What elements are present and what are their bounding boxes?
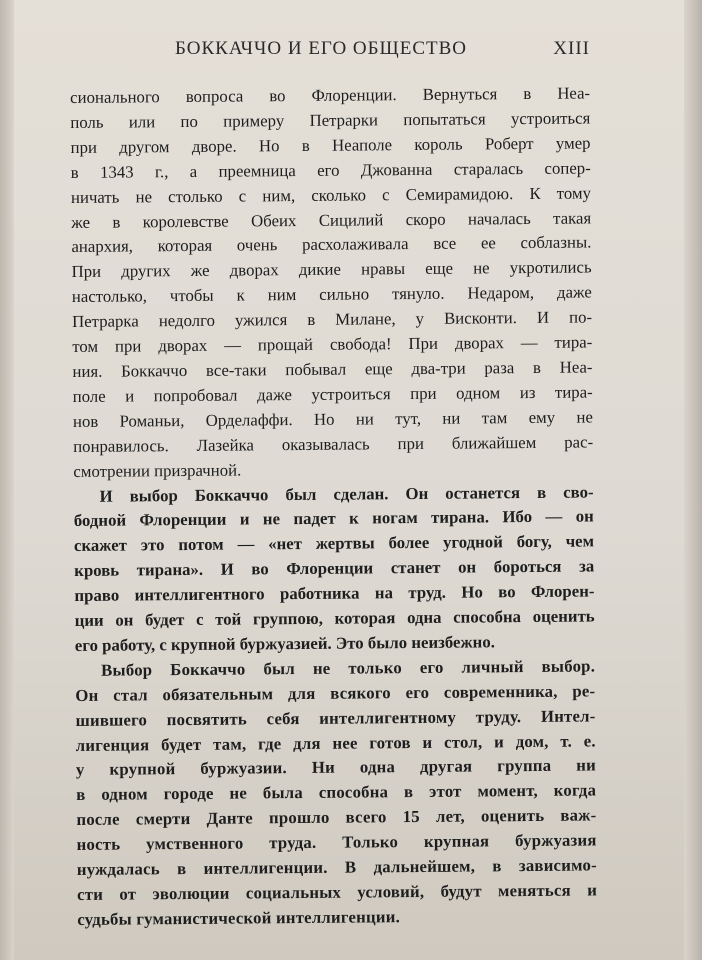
page-gutter-shadow bbox=[0, 0, 14, 960]
page-number: XIII bbox=[553, 38, 590, 59]
text-line: сионального вопроса во Флоренции. Вернуться в Неа- bbox=[70, 83, 591, 107]
running-title: БОККАЧЧО И ЕГО ОБЩЕСТВО bbox=[175, 38, 467, 59]
text-line: понравилось. Лазейка оказывалась при ближайшем рас- bbox=[73, 432, 594, 456]
text-line: после смерти Данте прошло всего 15 лет, оценить важ- bbox=[76, 805, 597, 830]
text-line: том при дворах — прощай свобода! При дворах — тира- bbox=[72, 332, 593, 357]
body-text bbox=[70, 81, 597, 932]
text-line: поле и попробовал даже устроиться при одном из тира- bbox=[72, 382, 593, 406]
text-line: поль или по примеру Петрарки попытаться устроиться bbox=[70, 108, 591, 132]
text-line: ции он будет с той группою, которая одна способна оценить bbox=[74, 606, 595, 631]
paragraph bbox=[73, 480, 595, 659]
text-line: шившего посвятить себя интеллигентному труду. Интел- bbox=[75, 706, 596, 730]
paragraph bbox=[70, 81, 593, 484]
page-edge-shadow bbox=[684, 0, 702, 960]
text-line: судьбы гуманистической интеллигенции. bbox=[77, 907, 401, 929]
text-line: при другом дворе. Но в Неаполе король Роберт умер bbox=[70, 133, 591, 157]
text-line: ничать не столько с ним, сколько с Семирамидою. К тому bbox=[70, 183, 592, 207]
text-line: право интеллигентного работника на труд. Но во Флорен- bbox=[74, 581, 595, 606]
text-line: смотрении призрачной. bbox=[73, 460, 242, 481]
text-line: кровь тирана». И во Флоренции станет он бороться за bbox=[74, 556, 595, 581]
text-line: же в королевстве Обеих Сицилий скоро началась такая bbox=[71, 207, 592, 232]
text-line: в 1343 г., а преемница его Джованна старалась сопер- bbox=[70, 158, 591, 182]
text-line: ния. Боккаччо все-таки побывал еще два-три раза в Неа- bbox=[72, 357, 593, 381]
text-line: лигенция будет там, где для нее готов и стол, и дом, т. е. bbox=[75, 730, 596, 755]
text-line: И выбор Боккаччо был сделан. Он останется в сво- bbox=[99, 481, 594, 506]
text-line: у крупной буржуазии. Ни одна другая группа ни bbox=[75, 755, 597, 780]
text-line: бодной Флоренции и не падет к ногам тирана. Ибо — он bbox=[73, 506, 594, 531]
text-line: анархия, которая очень расхолаживала все ее соблазны. bbox=[71, 232, 592, 257]
text-line: настолько, чтобы к ним сильно тянуло. Недаром, даже bbox=[71, 282, 592, 307]
text-line: сти от эволюции социальных условий, будут меняться и bbox=[76, 880, 598, 904]
paragraph bbox=[75, 654, 597, 932]
text-line: Он стал обязательным для всякого его современника, ре- bbox=[75, 681, 596, 705]
text-line: Петрарка недолго ужился в Милане, у Висконти. И по- bbox=[71, 307, 593, 332]
text-line: ность умственного труда. Только крупная буржуазия bbox=[76, 830, 597, 855]
text-line: нуждалась в интеллигенции. В дальнейшем, в зависимо- bbox=[76, 855, 597, 880]
text-line: нов Романьи, Орделаффи. Но ни тут, ни там ему не bbox=[72, 407, 593, 431]
text-line: его работу, с крупной буржуазией. Это было неизбежно. bbox=[74, 632, 495, 655]
text-line: в одном городе не была способна в этот момент, когда bbox=[76, 780, 597, 805]
text-line: скажет это потом — «нет жертвы более угодной богу, чем bbox=[73, 531, 595, 556]
page-header bbox=[70, 38, 590, 64]
text-line: При других же дворах дикие нравы еще не укротились bbox=[71, 257, 592, 282]
text-line: Выбор Боккаччо был не только его личный выбор. bbox=[101, 656, 596, 680]
